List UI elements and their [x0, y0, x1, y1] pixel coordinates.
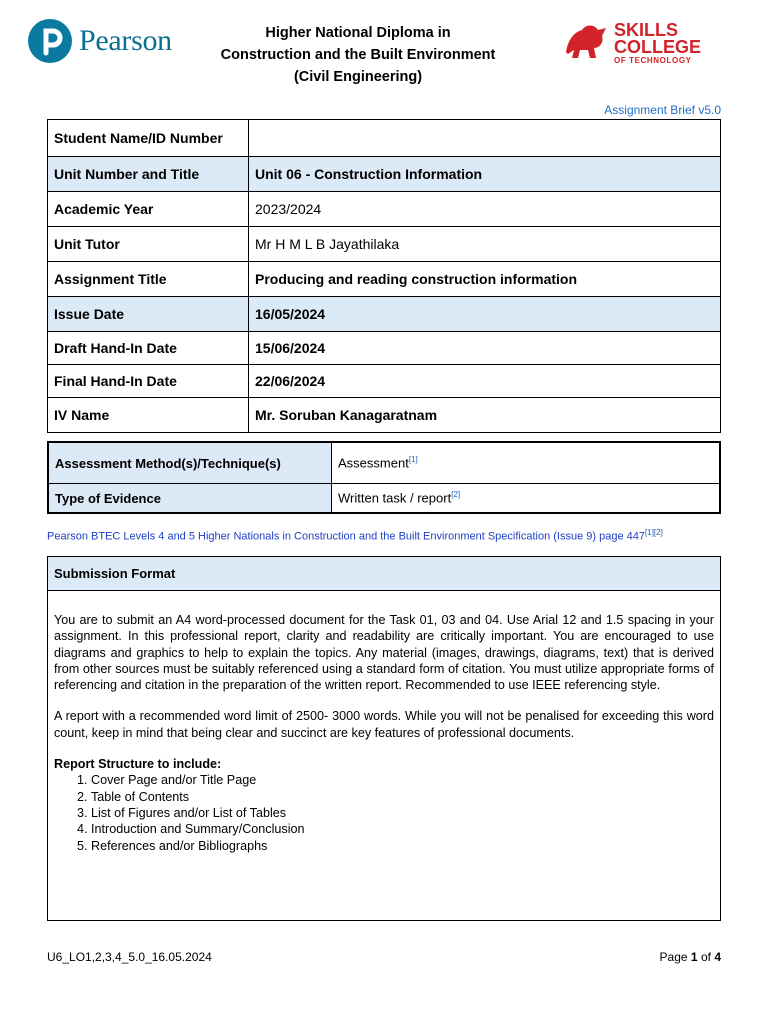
report-structure-item: 3. List of Figures and/or List of Tables [91, 805, 714, 821]
info-label: Draft Hand-In Date [48, 332, 249, 365]
submission-format-heading: Submission Format [48, 557, 720, 591]
footer-page-number [660, 950, 721, 964]
title-line-1: Higher National Diploma in [265, 25, 451, 41]
report-structure-item: 4. Introduction and Summary/Conclusion [91, 821, 714, 837]
info-label: Issue Date [48, 297, 249, 332]
report-structure-list [54, 772, 714, 853]
info-value: Mr H M L B Jayathilaka [249, 227, 721, 262]
info-value: 2023/2024 [249, 192, 721, 227]
info-row [48, 120, 721, 157]
info-label: Unit Number and Title [48, 157, 249, 192]
document-title [200, 22, 516, 88]
info-row [48, 297, 721, 332]
info-label: Assignment Title [48, 262, 249, 297]
info-row [48, 262, 721, 297]
report-structure-item: 5. References and/or Bibliographs [91, 838, 714, 854]
assessment-method-text: Assessment [338, 455, 409, 471]
info-row [48, 157, 721, 192]
info-value: Producing and reading construction information [249, 262, 721, 297]
info-value[interactable] [249, 120, 721, 157]
college-logo-line3: OF TECHNOLOGY [614, 55, 692, 65]
page-current: 1 [690, 950, 698, 964]
info-label: IV Name [48, 398, 249, 433]
evidence-type-row [48, 484, 720, 514]
info-label: Final Hand-In Date [48, 365, 249, 398]
info-row [48, 227, 721, 262]
page-total: 4 [714, 950, 721, 964]
info-label: Academic Year [48, 192, 249, 227]
info-row [48, 332, 721, 365]
college-logo-line1: SKILLS [614, 19, 679, 40]
pearson-logo [28, 18, 198, 64]
info-label: Student Name/ID Number [48, 120, 249, 157]
report-structure-title: Report Structure to include: [54, 757, 222, 772]
submission-format-box [47, 556, 721, 921]
evidence-type-label: Type of Evidence [48, 484, 332, 514]
assessment-ref-link[interactable]: [1] [408, 455, 418, 465]
evidence-type-value [332, 484, 721, 514]
title-line-2: Construction and the Built Environment [220, 47, 496, 63]
evidence-ref-link[interactable]: [2] [451, 490, 461, 500]
assignment-info-table [47, 119, 721, 433]
lion-emblem-icon [562, 22, 610, 64]
report-structure-item: 2. Table of Contents [91, 789, 714, 805]
submission-format-body [48, 591, 720, 854]
assessment-method-value [332, 442, 721, 484]
assessment-method-row [48, 442, 720, 484]
skills-college-logo [562, 20, 722, 66]
info-value: Mr. Soruban Kanagaratnam [249, 398, 721, 433]
title-line-3: (Civil Engineering) [293, 69, 423, 85]
specification-reference-text[interactable]: Pearson BTEC Levels 4 and 5 Higher Nationals in Construction and the Built Environment Specification (Issue 9) page 447 [47, 530, 646, 543]
assessment-method-label: Assessment Method(s)/Technique(s) [48, 442, 332, 484]
submission-paragraph-1: You are to submit an A4 word-processed document for the Task 01, 03 and 04. Use Arial 12 and 1.5 spacing in your assignment. In this professional report, clarity and readability are critically important. You are encouraged to use diagrams and graphics to help to explain the topics. Any material (images, drawings, diagrams, text) that is derived from other sources must be suitably referenced using a standard form of citation. You must utilize appropriate forms of referencing and citation in the preparation of the written report. Recommended to use IEEE referencing style. [54, 613, 714, 693]
specification-reference[interactable] [47, 528, 663, 543]
page-of: of [700, 950, 711, 964]
brief-version: Assignment Brief v5.0 [604, 103, 721, 117]
info-value: 16/05/2024 [249, 297, 721, 332]
info-row [48, 192, 721, 227]
pearson-wordmark: Pearson [79, 24, 172, 57]
submission-paragraph-2: A report with a recommended word limit of 2500- 3000 words. While you will not be penalised for exceeding this word count, keep in mind that being clear and succinct are key features of professional documents. [54, 709, 714, 740]
report-structure-item: 1. Cover Page and/or Title Page [91, 772, 714, 788]
info-value: 22/06/2024 [249, 365, 721, 398]
assessment-table [47, 441, 721, 514]
info-label: Unit Tutor [48, 227, 249, 262]
info-row [48, 398, 721, 433]
info-value: Unit 06 - Construction Information [249, 157, 721, 192]
page-word: Page [659, 950, 688, 964]
college-logo-line2: COLLEGE [614, 36, 702, 57]
footer-document-code: U6_LO1,2,3,4_5.0_16.05.2024 [47, 950, 212, 964]
specification-reference-refs[interactable]: [1][2] [645, 528, 663, 537]
info-value: 15/06/2024 [249, 332, 721, 365]
info-row [48, 365, 721, 398]
evidence-type-text: Written task / report [338, 490, 452, 506]
pearson-p-icon [28, 19, 72, 63]
